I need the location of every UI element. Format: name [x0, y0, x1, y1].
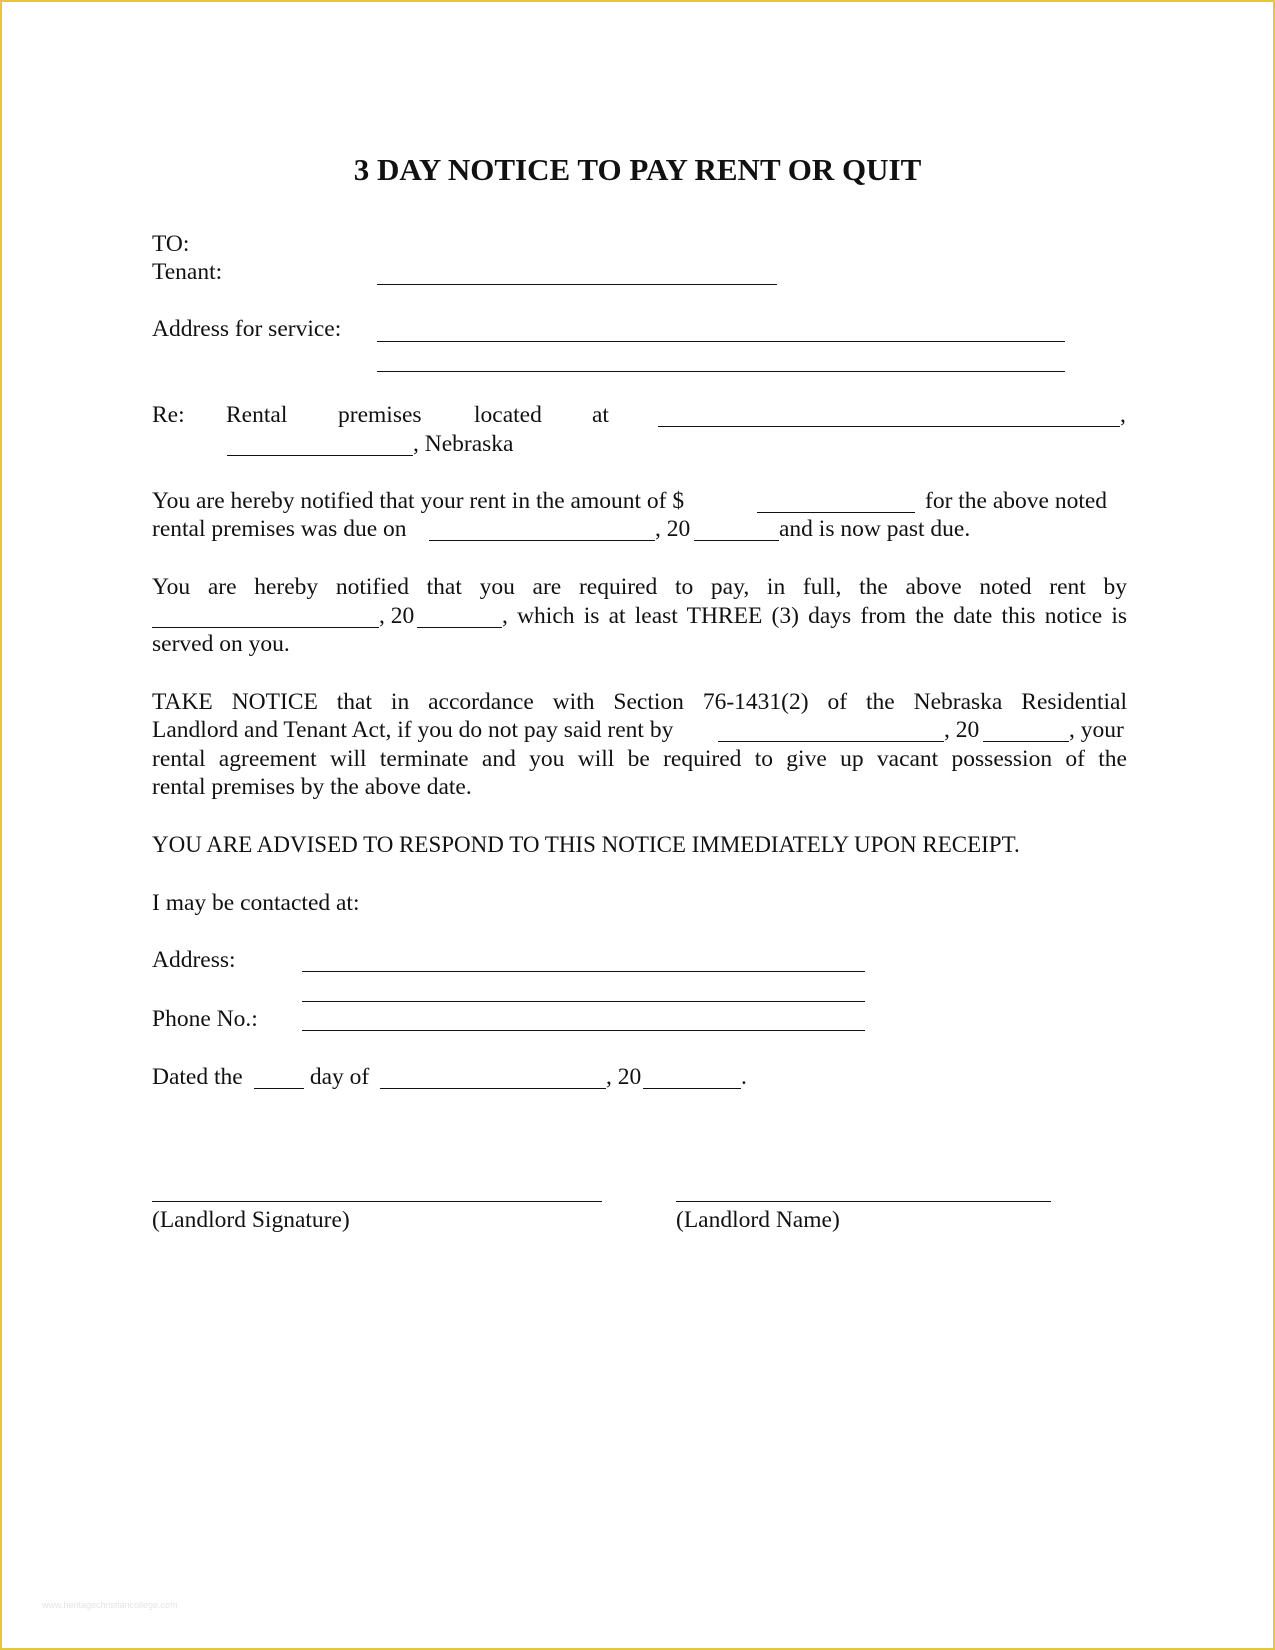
state-text: , Nebraska	[413, 431, 514, 457]
address-for-service-blank-1[interactable]	[377, 341, 1065, 342]
para2-text-a: You are hereby notified that you are required to pay, in full, the above noted rent by	[152, 574, 1127, 600]
phone-label: Phone No.:	[152, 1006, 258, 1032]
phone-blank[interactable]	[302, 1030, 865, 1031]
to-label: TO:	[152, 231, 190, 257]
address-for-service-label: Address for service:	[152, 316, 342, 342]
para3-text-c: , 20	[944, 717, 980, 743]
document-title: 3 DAY NOTICE TO PAY RENT OR QUIT	[353, 152, 922, 187]
para3-text-a: TAKE NOTICE that in accordance with Section 76-1431(2) of the Nebraska Residential	[152, 689, 1127, 715]
landlord-signature-line[interactable]	[152, 1201, 602, 1202]
para3-text-d: , your	[1069, 717, 1124, 743]
landlord-name-label: (Landlord Name)	[676, 1207, 840, 1233]
dated-text-b: day of	[304, 1064, 376, 1090]
contact-address-blank-1[interactable]	[302, 971, 865, 972]
terminate-year-blank[interactable]	[983, 741, 1069, 742]
para1-text-d: , 20	[655, 516, 691, 542]
para3-text-b: Landlord and Tenant Act, if you do not pay said rent by	[152, 717, 674, 743]
para1-text-e: and is now past due.	[779, 516, 971, 542]
para2-text-d: served on you.	[152, 631, 290, 657]
para1-text-c: rental premises was due on	[152, 516, 407, 542]
re-word-at: at	[592, 402, 609, 428]
para2-text-c: , which is at least THREE (3) days from the date this notice is	[502, 603, 1127, 629]
day-blank[interactable]	[254, 1088, 304, 1089]
dated-text-c: , 20	[606, 1064, 642, 1090]
contact-intro: I may be contacted at:	[152, 890, 360, 916]
dated-text-a: Dated the	[152, 1064, 243, 1090]
re-word-located: located	[474, 402, 542, 428]
para1-text-a: You are hereby notified that your rent in the amount of $	[152, 488, 685, 514]
watermark-text: www.heritagechristiancollege.com	[42, 1600, 178, 1610]
city-blank[interactable]	[227, 455, 413, 456]
tenant-label: Tenant:	[152, 259, 223, 285]
tenant-blank[interactable]	[377, 284, 777, 285]
landlord-name-line[interactable]	[676, 1201, 1051, 1202]
terminate-date-blank[interactable]	[718, 741, 944, 742]
premises-address-blank[interactable]	[658, 426, 1120, 427]
re-label: Re:	[152, 402, 185, 428]
para1-text-b: for the above noted	[925, 488, 1108, 514]
para3-text-f: rental premises by the above date.	[152, 774, 472, 800]
re-word-rental: Rental	[226, 402, 288, 428]
para2-text-b: , 20	[379, 603, 415, 629]
address-for-service-blank-2[interactable]	[377, 371, 1065, 372]
contact-address-label: Address:	[152, 947, 236, 973]
dated-text-d: .	[741, 1064, 747, 1090]
re-comma: ,	[1120, 402, 1126, 428]
pay-by-date-blank[interactable]	[152, 627, 379, 628]
month-blank[interactable]	[380, 1088, 606, 1089]
due-year-blank[interactable]	[694, 540, 779, 541]
landlord-signature-label: (Landlord Signature)	[152, 1207, 350, 1233]
para3-text-e: rental agreement will terminate and you will be required to give up vacant possession of the	[152, 746, 1127, 772]
re-word-premises: premises	[338, 402, 422, 428]
dated-year-blank[interactable]	[643, 1088, 741, 1089]
contact-address-blank-2[interactable]	[302, 1001, 865, 1002]
advisory-text: YOU ARE ADVISED TO RESPOND TO THIS NOTICE IMMEDIATELY UPON RECEIPT.	[152, 832, 1020, 857]
due-date-blank[interactable]	[429, 540, 655, 541]
rent-amount-blank[interactable]	[757, 512, 915, 513]
pay-by-year-blank[interactable]	[417, 627, 502, 628]
